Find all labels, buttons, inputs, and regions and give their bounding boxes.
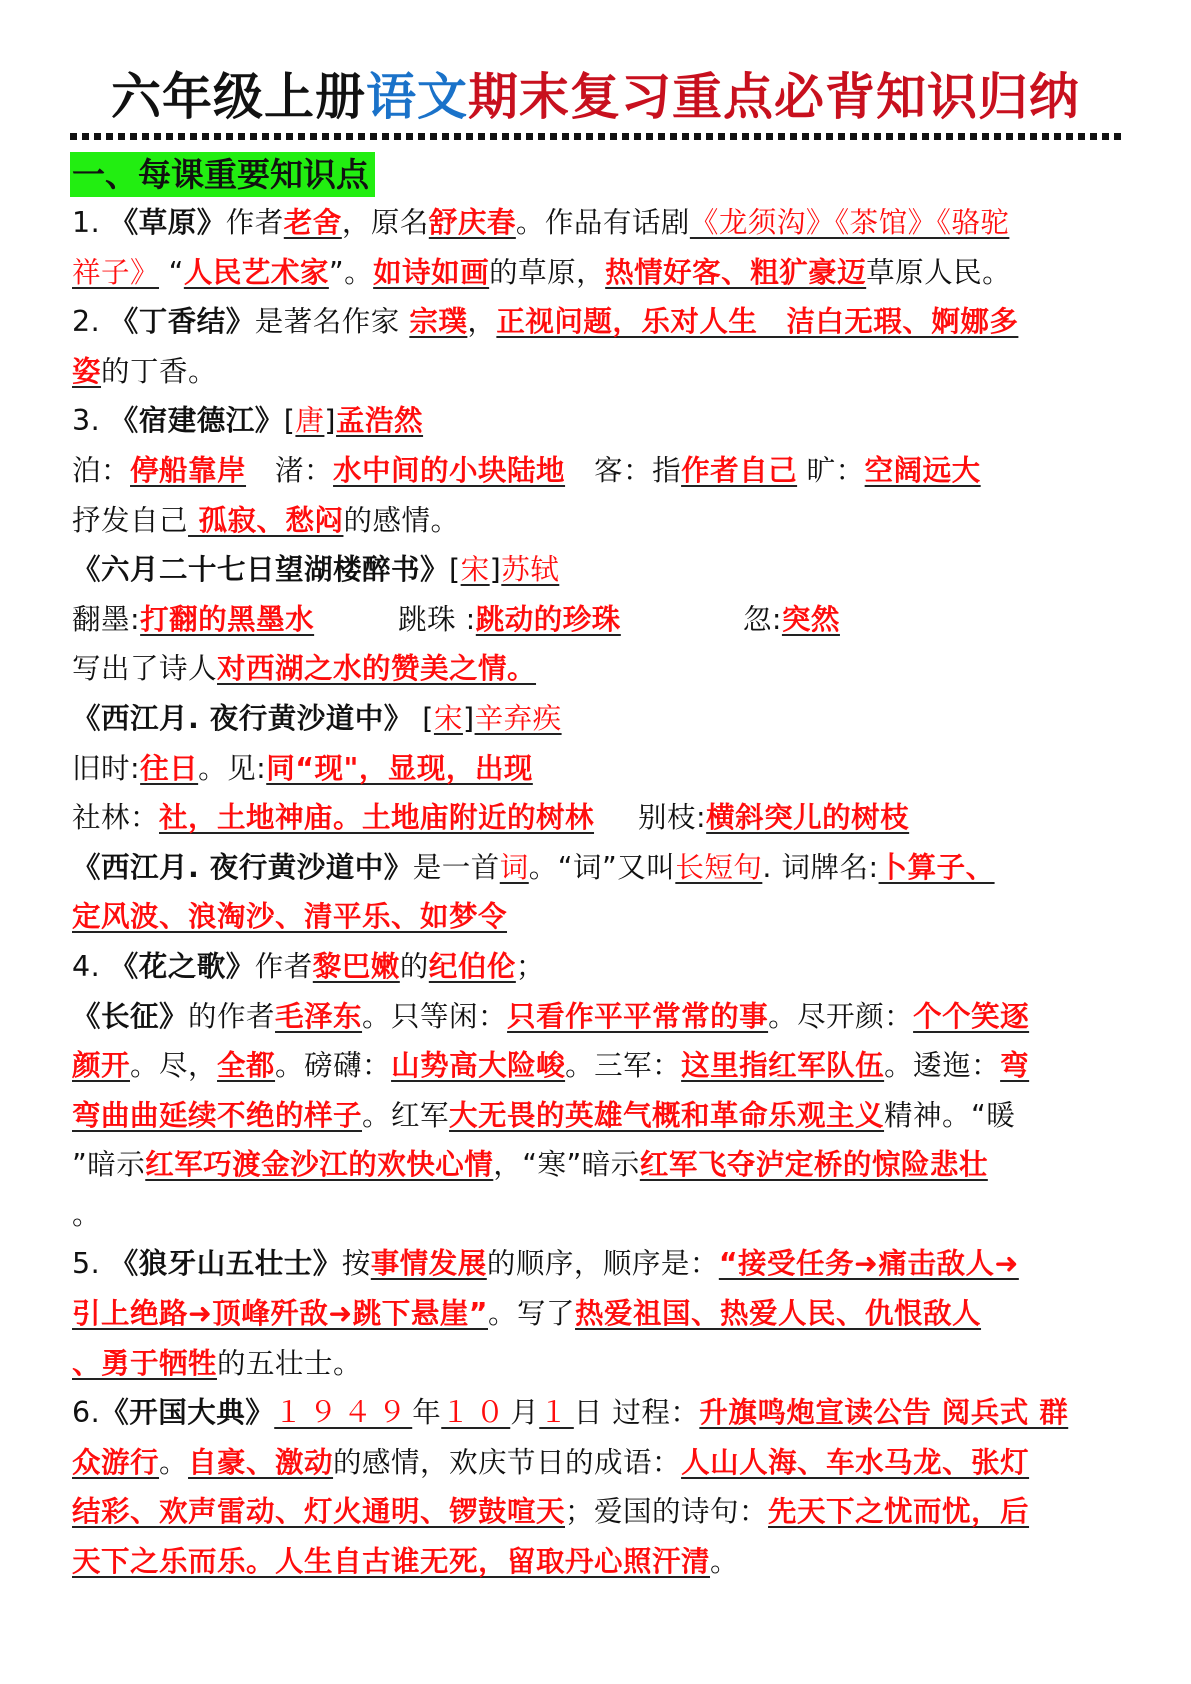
answer: 自豪、激动 [188,1445,334,1479]
text-line: 3. 《宿建德江》[唐]孟浩然 [72,404,424,438]
lesson-title: 《六月二十七日望湖楼醉书》 [72,553,450,587]
answer: 同“现"，显现，出现 [266,751,533,785]
text-line: 社林：社，土地神庙。土地庙附近的树林 别枝:横斜突儿的树枝 [72,801,910,835]
text-line: 旧时:往日。见:同“现"，显现，出现 [72,751,533,785]
knowledge-content [72,198,1124,1587]
text-line: 众游行。自豪、激动的感情，欢庆节日的成语：人山人海、车水马龙、张灯 [72,1445,1030,1479]
answer: 全都 [217,1049,276,1083]
answer: 热爱祖国、热爱人民、仇恨敌人 [575,1297,982,1331]
text-line: 。 [72,1197,102,1231]
answer: 宋 [460,553,490,587]
answer: 宋 [433,701,463,735]
answer: 引上绝路➜顶峰歼敌➜跳下悬崖” [72,1297,488,1331]
text-line: 姿的丁香。 [72,354,218,388]
text-line: 结彩、欢声雷动、灯火通明、锣鼓喧天；爱国的诗句：先天下之忧而忧，后 [72,1495,1030,1529]
dotted-divider [70,133,1122,140]
text-line: 《六月二十七日望湖楼醉书》[宋]苏轼 [72,553,560,587]
answer: 对西湖之水的赞美之情。 [217,652,537,686]
title-topic: 期末复习重点必背知识归纳 [468,68,1080,126]
answer: 姿 [72,354,102,388]
answer: 红军飞夺泸定桥的惊险悲壮 [639,1148,988,1182]
text-line: 弯曲曲延续不绝的样子。红军大无畏的英雄气概和革命乐观主义精神。“暖 [72,1098,1016,1132]
text-line: 4. 《花之歌》作者黎巴嫩的纪伯伦； [72,949,545,983]
answer: 社，土地神庙。土地庙附近的树林 [159,801,595,835]
text-line: 祥子》 “人民艺术家”。如诗如画的草原，热情好客、粗犷豪迈草原人民。 [72,255,1012,289]
lesson-title: 《狼牙山五壮士》 [109,1247,342,1281]
answer: 孤寂、愁闷 [188,503,344,537]
answer: 突然 [781,602,840,636]
lesson-title: 《花之歌》 [109,949,255,983]
answer: 只看作平平常常的事 [507,999,769,1033]
answer: 苏轼 [501,553,560,587]
section-heading: 一、每课重要知识点 [70,152,375,197]
text-line: 《西江月. 夜行黄沙道中》 [宋]辛弃疾 [72,701,562,735]
answer: 毛泽东 [275,999,363,1033]
text-line: 翻墨:打翻的黑墨水 跳珠 :跳动的珍珠 忽:突然 [72,602,840,636]
answer: 横斜突儿的树枝 [706,801,910,835]
answer: 个个笑逐 [913,999,1030,1033]
answer: 定风波、浪淘沙、清平乐、如梦令 [72,900,508,934]
answer: 打翻的黑墨水 [140,602,315,636]
text-line: 《西江月. 夜行黄沙道中》是一首词。“词”又叫长短句. 词牌名:卜算子、 [72,850,995,884]
answer: 跳动的珍珠 [475,602,621,636]
answer: 《龙须沟》《茶馆》《骆驼 [689,206,1010,239]
answer-year: １９４９ [274,1396,413,1430]
answer: “接受任务➜痛击敌人➜ [718,1247,1019,1281]
answer: 卜算子、 [878,850,995,884]
answer: 宗璞 [409,305,468,339]
text-line: 2. 《丁香结》是著名作家 宗璞，正视问题，乐对人生 洁白无瑕、婀娜多 [72,305,1019,339]
text-line: 5. 《狼牙山五壮士》按事情发展的顺序，顺序是：“接受任务➜痛击敌人➜ [72,1247,1019,1281]
answer: 作者自己 [681,453,798,487]
lesson-title: 《西江月. 夜行黄沙道中》 [72,701,413,735]
text-line: 6.《开国大典》１９４９年１０月１日 过程：升旗鸣炮宣读公告 阅兵式 群 [72,1396,1069,1430]
answer: 舒庆春 [428,206,516,239]
answer: 山势高大险峻 [391,1049,566,1083]
answer: 天下之乐而乐。人生自古谁无死，留取丹心照汗清 [72,1545,711,1579]
answer: 这里指红军队伍 [681,1049,885,1083]
answer: 人山人海、车水马龙、张灯 [681,1445,1030,1479]
text-line: 泊：停船靠岸 渚：水中间的小块陆地 客：指作者自己 旷：空阔远大 [72,453,981,487]
page-title [0,62,1191,132]
answer: 大无畏的英雄气概和革命乐观主义 [449,1098,885,1132]
answer: 往日 [140,751,199,785]
answer: 、勇于牺牲 [72,1346,218,1380]
answer: 唐 [295,404,325,438]
answer: 弯 [1000,1049,1030,1083]
lesson-title: 《开国大典》 [100,1396,275,1430]
text-line: 引上绝路➜顶峰歼敌➜跳下悬崖”。写了热爱祖国、热爱人民、仇恨敌人 [72,1297,982,1331]
answer: 颜开 [72,1049,131,1083]
lesson-title: 《丁香结》 [109,305,255,339]
answer: 祥子》 [72,255,160,289]
text-line: 颜开。尽，全都。磅礴：山势高大险峻。三军：这里指红军队伍。逶迤：弯 [72,1049,1030,1083]
title-grade: 六年级上册 [111,68,366,126]
answer: 热情好客、粗犷豪迈 [605,255,867,289]
answer: 众游行 [72,1445,160,1479]
text-line: 、勇于牺牲的五壮士。 [72,1346,363,1380]
title-subject: 语文 [366,68,468,126]
answer: 黎巴嫩 [312,949,400,983]
answer: 辛弃疾 [474,701,562,735]
answer: 升旗鸣炮宣读公告 阅兵式 群 [699,1396,1069,1430]
text-line: 抒发自己 孤寂、愁闷的感情。 [72,503,460,537]
text-line: 写出了诗人对西湖之水的赞美之情。 [72,652,537,686]
answer: 弯曲曲延续不绝的样子 [72,1098,363,1132]
answer: 词 [499,850,529,884]
answer-day: １ [539,1396,574,1430]
lesson-title: 《宿建德江》 [109,404,284,438]
lesson-title: 《长征》 [72,999,189,1033]
text-line: 《长征》的作者毛泽东。只等闲：只看作平平常常的事。尽开颜：个个笑逐 [72,999,1030,1033]
answer: 停船靠岸 [130,453,247,487]
answer: 结彩、欢声雷动、灯火通明、锣鼓喧天 [72,1495,566,1529]
answer: 正视问题，乐对人生 洁白无瑕、婀娜多 [496,305,1019,339]
answer: 事情发展 [370,1247,487,1281]
answer: 水中间的小块陆地 [333,453,566,487]
answer: 先天下之忧而忧，后 [768,1495,1030,1529]
answer: 空阔远大 [864,453,981,487]
lesson-title: 《草原》 [109,206,226,239]
lesson-title: 《西江月. 夜行黄沙道中》 [72,850,413,884]
answer-month: １０ [441,1396,511,1430]
answer: 老舍 [283,206,342,239]
answer: 孟浩然 [336,404,424,438]
text-line: 1. 《草原》作者老舍，原名舒庆春。作品有话剧《龙须沟》《茶馆》《骆驼 [72,206,1010,239]
text-line [72,892,1124,942]
answer: 纪伯伦 [428,949,516,983]
text-line: ”暗示红军巧渡金沙江的欢快心情，“寒”暗示红军飞夺泸定桥的惊险悲壮 [72,1148,988,1182]
text-line: 天下之乐而乐。人生自古谁无死，留取丹心照汗清。 [72,1545,740,1579]
answer: 如诗如画 [373,255,490,289]
answer: 红军巧渡金沙江的欢快心情 [145,1148,494,1182]
answer: 长短句 [675,850,763,884]
answer: 人民艺术家 [183,255,329,289]
